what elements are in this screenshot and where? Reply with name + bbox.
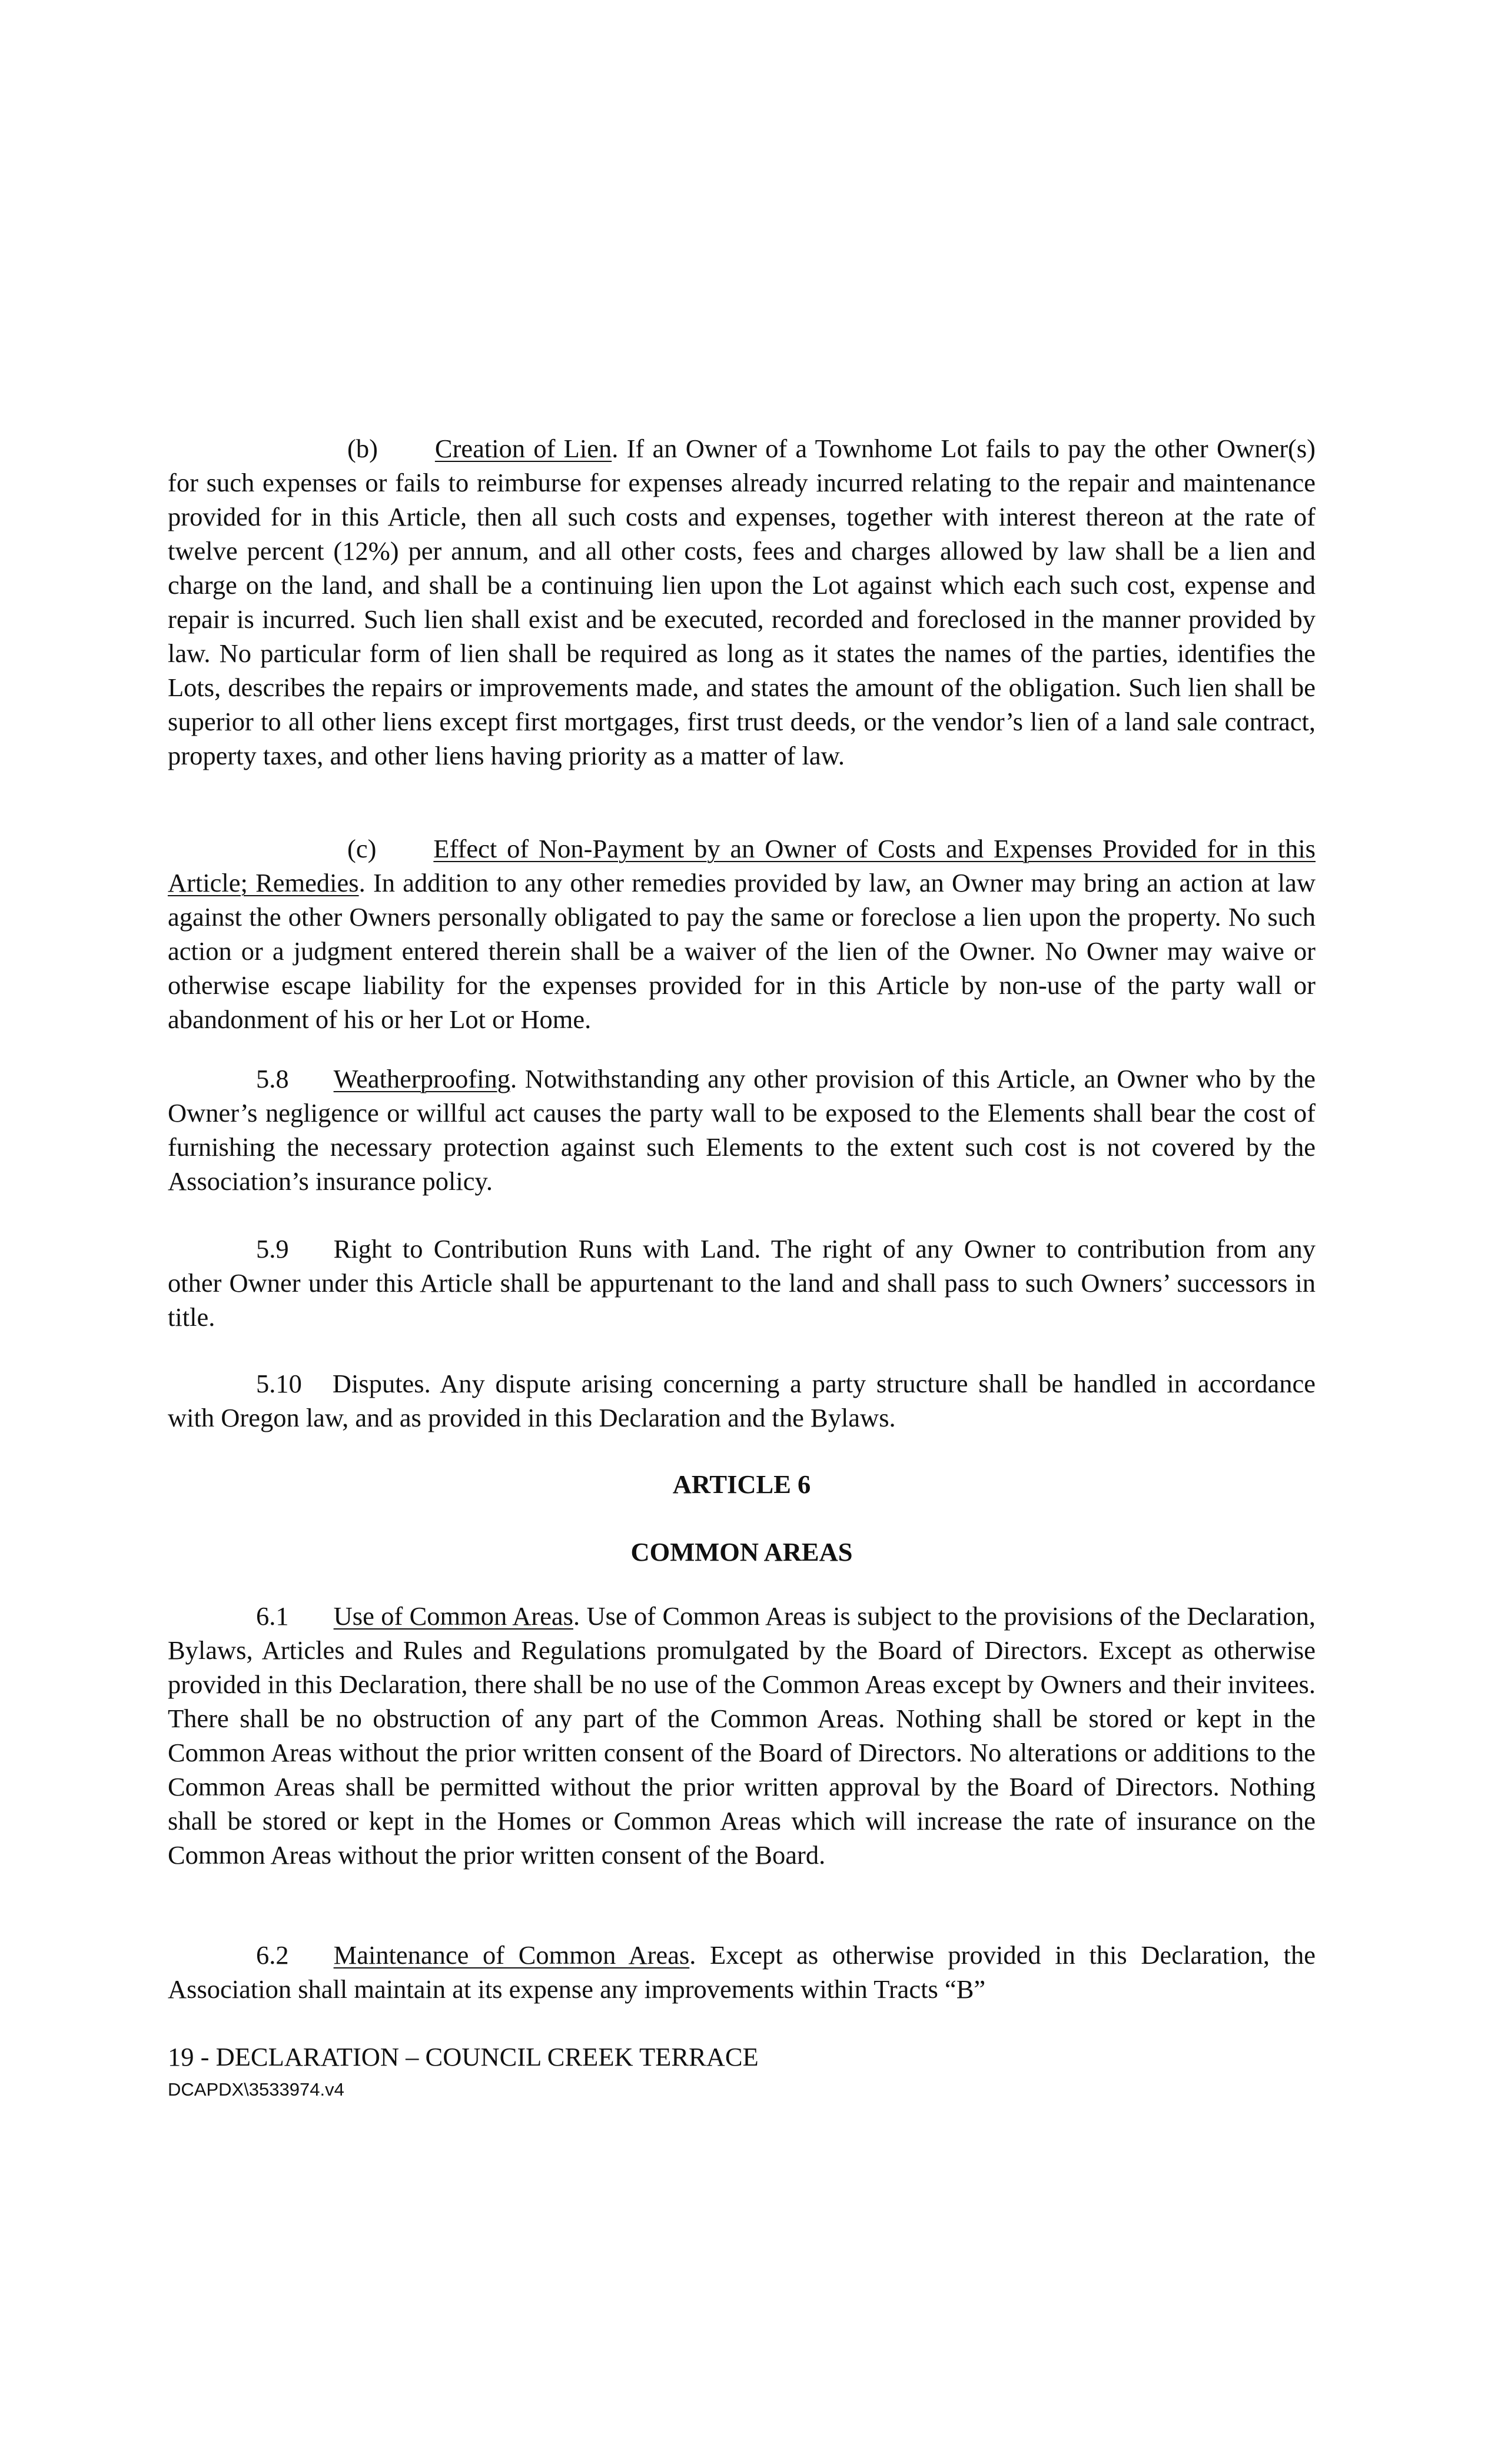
- section-title: Weatherproofing: [333, 1064, 510, 1093]
- section-number: 5.10: [256, 1369, 302, 1398]
- paragraph-b: [168, 431, 1316, 773]
- section-5-10: [168, 1366, 1316, 1435]
- section-title: Disputes: [332, 1369, 424, 1398]
- section-text: . Use of Common Areas is subject to the provisions of the Declaration, Bylaws, Articles and Rules and Regulations promulgated by the Board of Directors. Except as otherwise provided in this Declaration, there shall be no use of the Common Areas except by Owners and their invitees. There shall be no obstruction of any part of the Common Areas. Nothing shall be stored or kept in the Common Areas without the prior written consent of the Board of Directors. No alterations or additions to the Common Areas shall be permitted without the prior written approval by the Board of Directors. Nothing shall be stored or kept in the Homes or Common Areas which will increase the rate of insurance on the Common Areas without the prior written consent of the Board.: [168, 1601, 1316, 1870]
- paragraph-text: . In addition to any other remedies provided by law, an Owner may bring an action at law against the other Owners personally obligated to pay the same or foreclose a lien upon the property. No such action or a judgment entered therein shall be a waiver of the lien of the Owner. No Owner may waive or otherwise escape liability for the expenses provided for in this Article by non-use of the party wall or abandonment of his or her Lot or Home.: [168, 868, 1316, 1034]
- section-text: . The right of any Owner to contribution from any other Owner under this Article shall be appurtenant to the land and shall pass to such Owners’ successors in title.: [168, 1234, 1316, 1332]
- section-6-2: [168, 1938, 1316, 2006]
- paragraph-label: (b): [347, 434, 378, 463]
- footer-title: 19 - DECLARATION – COUNCIL CREEK TERRACE: [168, 2042, 759, 2071]
- section-title: Use of Common Areas: [333, 1601, 573, 1631]
- section-number: 5.8: [256, 1064, 289, 1093]
- section-title: Right to Contribution Runs with Land: [333, 1234, 755, 1263]
- section-number: 6.2: [256, 1940, 289, 1970]
- section-text: . Any dispute arising concerning a party structure shall be handled in accordance with Oregon law, and as provided in this Declaration and the Bylaws.: [168, 1369, 1316, 1432]
- section-title: Maintenance of Common Areas: [333, 1940, 690, 1970]
- article-heading: ARTICLE 6: [672, 1469, 811, 1499]
- paragraph-title: Effect of Non-Payment by an Owner of Costs and Expenses Provided for in this Article; Remedies: [168, 834, 1316, 897]
- section-text: . Except as otherwise provided in this Declaration, the Association shall maintain at its expense any improvements within Tracts “B”: [168, 1940, 1316, 2004]
- section-6-1: [168, 1599, 1316, 1872]
- paragraph-text: . If an Owner of a Townhome Lot fails to pay the other Owner(s) for such expenses or fails to reimburse for expenses already incurred relating to the repair and maintenance provided for in this Article, then all such costs and expenses, together with interest thereon at the rate of twelve percent (12%) per annum, and all other costs, fees and charges allowed by law shall be a lien and charge on the land, and shall be a continuing lien upon the Lot against which each such cost, expense and repair is incurred. Such lien shall exist and be executed, recorded and foreclosed in the manner provided by law. No particular form of lien shall be required as long as it states the names of the parties, identifies the Lots, describes the repairs or improvements made, and states the amount of the obligation. Such lien shall be superior to all other liens except first mortgages, first trust deeds, or the vendor’s lien of a land sale contract, property taxes, and other liens having priority as a matter of law.: [168, 434, 1316, 770]
- footer-document-code: DCAPDX\3533974.v4: [168, 2079, 344, 2100]
- section-5-8: [168, 1062, 1316, 1198]
- section-5-9: [168, 1232, 1316, 1334]
- section-heading: COMMON AREAS: [630, 1537, 853, 1567]
- section-text: . Notwithstanding any other provision of this Article, an Owner who by the Owner’s negligence or willful act causes the party wall to be exposed to the Elements shall bear the cost of furnishing the necessary protection against such Elements to the extent such cost is not covered by the Association’s insurance policy.: [168, 1064, 1316, 1196]
- paragraph-label: (c): [347, 834, 377, 863]
- paragraph-c: [168, 832, 1316, 1036]
- section-number: 5.9: [256, 1234, 289, 1263]
- paragraph-title: Creation of Lien: [434, 434, 612, 463]
- section-number: 6.1: [256, 1601, 289, 1631]
